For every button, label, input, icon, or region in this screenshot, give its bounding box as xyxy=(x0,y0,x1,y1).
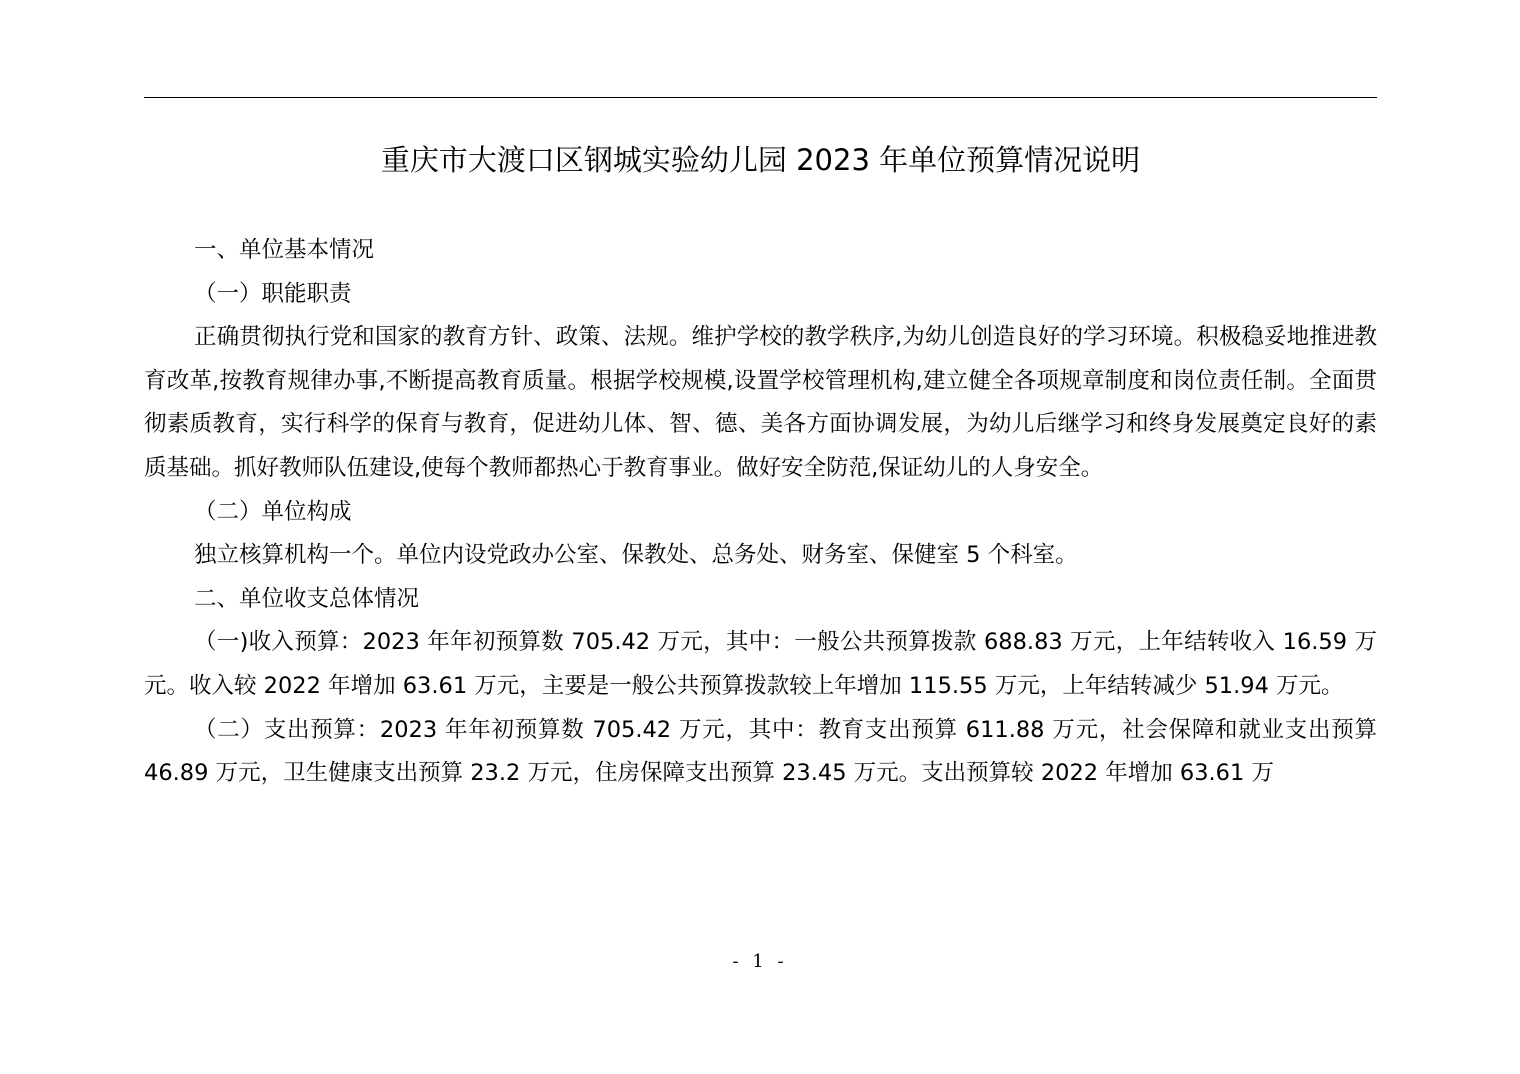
document-title: 重庆市大渡口区钢城实验幼儿园 2023 年单位预算情况说明 xyxy=(380,143,1141,177)
paragraph-duties: 正确贯彻执行党和国家的教育方针、政策、法规。维护学校的教学秩序,为幼儿创造良好的学习环境。积极稳妥地推进教育改革,按教育规律办事,不断提高教育质量。根据学校规模,设置学校管理机构,建立健全各项规章制度和岗位责任制。全面贯彻素质教育，实行科学的保育与教育，促进幼儿体、智、德、美各方面协调发展，为幼儿后继学习和终身发展奠定良好的素质基础。抓好教师队伍建设,使每个教师都热心于教育事业。做好安全防范,保证幼儿的人身安全。 xyxy=(144,324,1377,481)
header-rule xyxy=(144,97,1377,98)
subsection-heading-duties: （一）职能职责 xyxy=(194,280,352,307)
paragraph-income-budget: （一)收入预算：2023 年年初预算数 705.42 万元，其中：一般公共预算拨款 688.83 万元，上年结转收入 16.59 万元。收入较 2022 年增加 63.61 万元，主要是一般公共预算拨款较上年增加 115.55 万元，上年结转减少 51.94 万元。 xyxy=(144,629,1377,699)
section-heading-basic-info: 一、单位基本情况 xyxy=(194,237,375,263)
subsection-heading-composition: （二）单位构成 xyxy=(194,498,352,525)
document-body xyxy=(144,229,1377,796)
paragraph-composition: 独立核算机构一个。单位内设党政办公室、保教处、总务处、财务室、保健室 5 个科室。 xyxy=(194,542,1078,569)
paragraph-expenditure-budget: （二）支出预算：2023 年年初预算数 705.42 万元，其中：教育支出预算 611.88 万元，社会保障和就业支出预算 46.89 万元，卫生健康支出预算 23.2 万元，住房保障支出预算 23.45 万元。支出预算较 2022 年增加 63.61 万 xyxy=(144,716,1377,787)
page-number: - 1 - xyxy=(732,951,788,972)
section-heading-budget-overview: 二、单位收支总体情况 xyxy=(194,585,420,612)
